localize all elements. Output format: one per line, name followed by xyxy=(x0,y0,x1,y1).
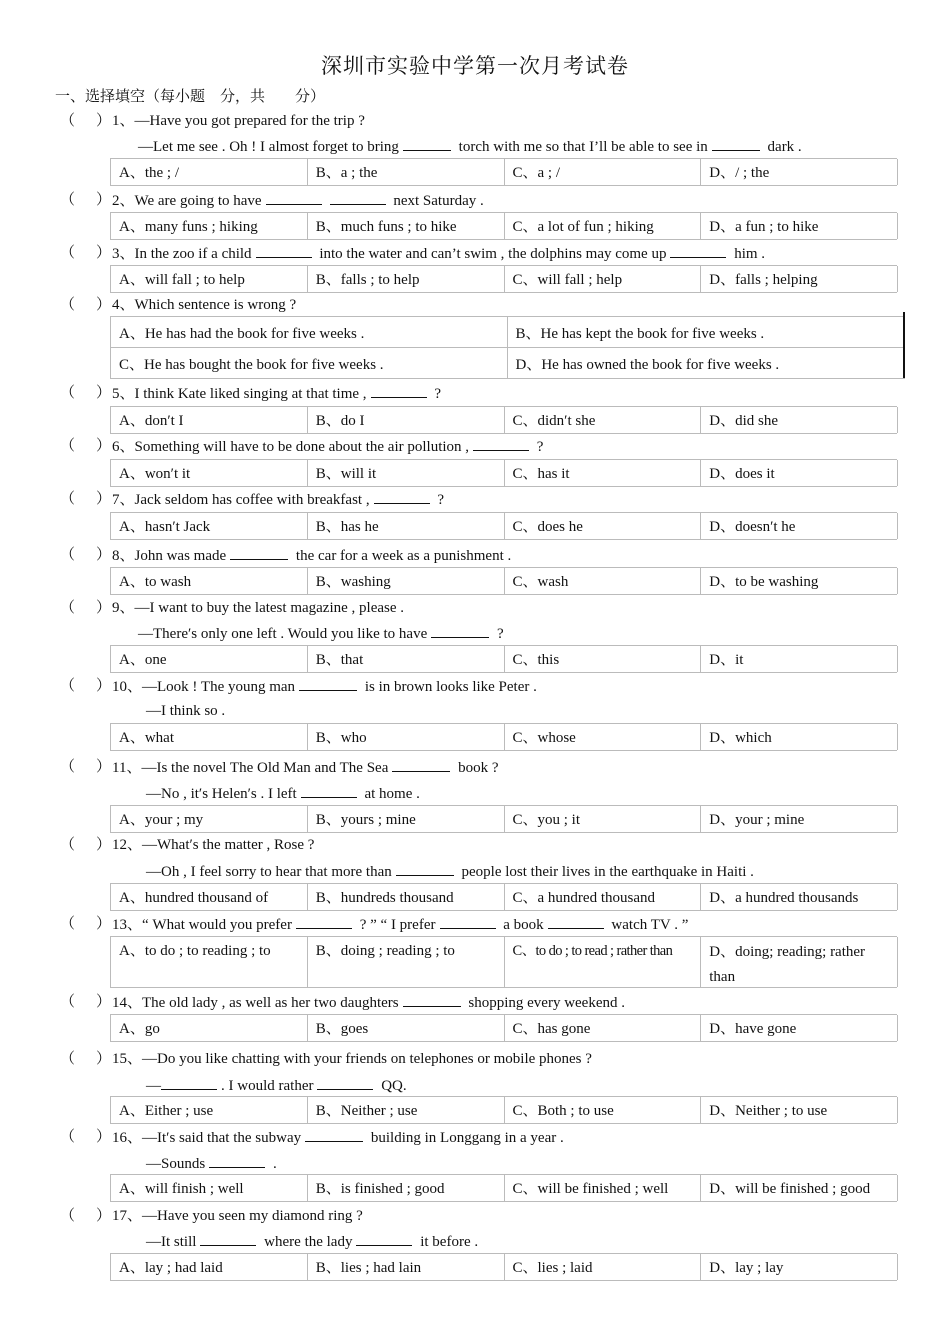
option-d[interactable]: D、it xyxy=(701,646,898,672)
option-c[interactable]: C、He has bought the book for five weeks . xyxy=(111,348,508,378)
option-a[interactable]: A、your ; my xyxy=(111,806,308,832)
section-heading: 一、选择填空（每小题 分，共 分） xyxy=(55,87,326,105)
answer-blank[interactable] xyxy=(296,914,352,929)
answer-blank[interactable] xyxy=(301,783,357,798)
option-c[interactable]: C、a ; / xyxy=(505,159,702,185)
option-b[interactable]: B、has he xyxy=(308,513,505,539)
options-row xyxy=(110,936,897,988)
option-b[interactable]: B、is finished ; good xyxy=(308,1175,505,1201)
answer-blank[interactable] xyxy=(440,914,496,929)
option-c[interactable]: C、has it xyxy=(505,460,702,486)
answer-blank[interactable] xyxy=(392,757,450,772)
option-d[interactable]: D、have gone xyxy=(701,1015,898,1041)
option-c[interactable]: C、you ; it xyxy=(505,806,702,832)
option-c[interactable]: C、will fall ; help xyxy=(505,266,702,292)
option-d[interactable]: D、falls ; helping xyxy=(701,266,898,292)
option-a[interactable]: A、don′t I xyxy=(111,407,308,433)
option-c[interactable]: C、this xyxy=(505,646,702,672)
options-row xyxy=(110,1253,897,1281)
option-d[interactable]: D、doing; reading; rather than xyxy=(701,937,898,987)
option-b[interactable]: B、will it xyxy=(308,460,505,486)
option-a[interactable]: A、the ; / xyxy=(111,159,308,185)
option-a[interactable]: A、to do ; to reading ; to xyxy=(111,937,308,987)
answer-blank[interactable] xyxy=(209,1153,265,1168)
answer-blank[interactable] xyxy=(256,243,312,258)
option-a[interactable]: A、hundred thousand of xyxy=(111,884,308,910)
options-row xyxy=(110,406,897,434)
option-b[interactable]: B、who xyxy=(308,724,505,750)
option-a[interactable]: A、lay ; had laid xyxy=(111,1254,308,1280)
option-d[interactable]: D、/ ; the xyxy=(701,159,898,185)
option-d[interactable]: D、a hundred thousands xyxy=(701,884,898,910)
option-d[interactable]: D、does it xyxy=(701,460,898,486)
option-d[interactable]: D、Neither ; to use xyxy=(701,1097,898,1123)
answer-blank[interactable] xyxy=(403,992,461,1007)
option-b[interactable]: B、washing xyxy=(308,568,505,594)
options-row xyxy=(110,158,897,186)
answer-blank[interactable] xyxy=(403,136,451,151)
option-c[interactable]: C、a hundred thousand xyxy=(505,884,702,910)
option-c[interactable]: C、lies ; laid xyxy=(505,1254,702,1280)
answer-blank[interactable] xyxy=(330,190,386,205)
option-b[interactable]: B、He has kept the book for five weeks . xyxy=(515,326,765,342)
answer-blank[interactable] xyxy=(305,1127,363,1142)
margin-bar xyxy=(903,312,905,378)
options-row xyxy=(110,1014,897,1042)
options-row xyxy=(110,1096,897,1124)
option-b[interactable]: B、doing ; reading ; to xyxy=(308,937,505,987)
options-row xyxy=(110,883,897,911)
answer-blank[interactable] xyxy=(670,243,726,258)
option-a[interactable]: A、Either ; use xyxy=(111,1097,308,1123)
option-b[interactable]: B、falls ; to help xyxy=(308,266,505,292)
option-a[interactable]: A、what xyxy=(111,724,308,750)
question-stem: —Have you got prepared for the trip ? xyxy=(134,113,365,129)
answer-blank[interactable] xyxy=(712,136,760,151)
answer-blank[interactable] xyxy=(200,1231,256,1246)
answer-blank[interactable] xyxy=(266,190,322,205)
option-b[interactable]: B、goes xyxy=(308,1015,505,1041)
option-d[interactable]: D、to be washing xyxy=(701,568,898,594)
option-b[interactable]: B、that xyxy=(308,646,505,672)
option-a[interactable]: A、won′t it xyxy=(111,460,308,486)
option-a[interactable]: A、to wash xyxy=(111,568,308,594)
option-d[interactable]: D、lay ; lay xyxy=(701,1254,898,1280)
answer-blank[interactable] xyxy=(317,1075,373,1090)
answer-blank[interactable] xyxy=(473,436,529,451)
option-a[interactable]: A、one xyxy=(111,646,308,672)
options-grid xyxy=(110,316,905,379)
option-c[interactable]: C、will be finished ; well xyxy=(505,1175,702,1201)
option-b[interactable]: B、lies ; had lain xyxy=(308,1254,505,1280)
answer-blank[interactable] xyxy=(374,489,430,504)
answer-blank[interactable] xyxy=(371,383,427,398)
options-row xyxy=(110,265,897,293)
option-c[interactable]: C、does he xyxy=(505,513,702,539)
options-row xyxy=(110,1174,897,1202)
answer-blank[interactable] xyxy=(161,1075,217,1090)
answer-blank[interactable] xyxy=(356,1231,412,1246)
options-row xyxy=(110,645,897,673)
option-a[interactable]: A、will fall ; to help xyxy=(111,266,308,292)
option-b[interactable]: B、do I xyxy=(308,407,505,433)
option-b[interactable]: B、Neither ; use xyxy=(308,1097,505,1123)
answer-blank[interactable] xyxy=(548,914,604,929)
option-a[interactable]: A、hasn′t Jack xyxy=(111,513,308,539)
option-c[interactable]: C、has gone xyxy=(505,1015,702,1041)
option-a[interactable]: A、go xyxy=(111,1015,308,1041)
option-a[interactable]: A、will finish ; well xyxy=(111,1175,308,1201)
option-d[interactable]: D、doesn′t he xyxy=(701,513,898,539)
option-c[interactable]: C、didn′t she xyxy=(505,407,702,433)
option-d[interactable]: D、your ; mine xyxy=(701,806,898,832)
options-row xyxy=(110,805,897,833)
option-b[interactable]: B、hundreds thousand xyxy=(308,884,505,910)
option-c[interactable]: C、Both ; to use xyxy=(505,1097,702,1123)
option-c[interactable]: C、whose xyxy=(505,724,702,750)
options-row xyxy=(110,459,897,487)
option-d[interactable]: D、which xyxy=(701,724,898,750)
answer-blank[interactable] xyxy=(230,545,288,560)
option-d[interactable]: D、did she xyxy=(701,407,898,433)
options-row xyxy=(110,212,897,240)
option-d[interactable]: D、He has owned the book for five weeks . xyxy=(515,357,780,373)
option-b[interactable]: B、yours ; mine xyxy=(308,806,505,832)
option-b[interactable]: B、a ; the xyxy=(308,159,505,185)
options-row xyxy=(110,512,897,540)
option-c[interactable]: C、to do ; to read ; rather than xyxy=(505,937,702,987)
option-a[interactable]: A、He has had the book for five weeks . xyxy=(111,317,508,347)
option-a[interactable]: A、many funs ; hiking xyxy=(111,213,308,239)
answer-blank[interactable] xyxy=(396,861,454,876)
options-row xyxy=(110,723,897,751)
option-c[interactable]: C、wash xyxy=(505,568,702,594)
page-title: 深圳市实验中学第一次月考试卷 xyxy=(321,54,629,78)
options-row xyxy=(110,567,897,595)
option-b[interactable]: B、much funs ; to hike xyxy=(308,213,505,239)
answer-blank[interactable] xyxy=(431,623,489,638)
option-d[interactable]: D、a fun ; to hike xyxy=(701,213,898,239)
question-number: 1、 xyxy=(112,113,135,129)
option-d[interactable]: D、will be finished ; good xyxy=(701,1175,898,1201)
option-c[interactable]: C、a lot of fun ; hiking xyxy=(505,213,702,239)
answer-blank[interactable] xyxy=(299,676,357,691)
